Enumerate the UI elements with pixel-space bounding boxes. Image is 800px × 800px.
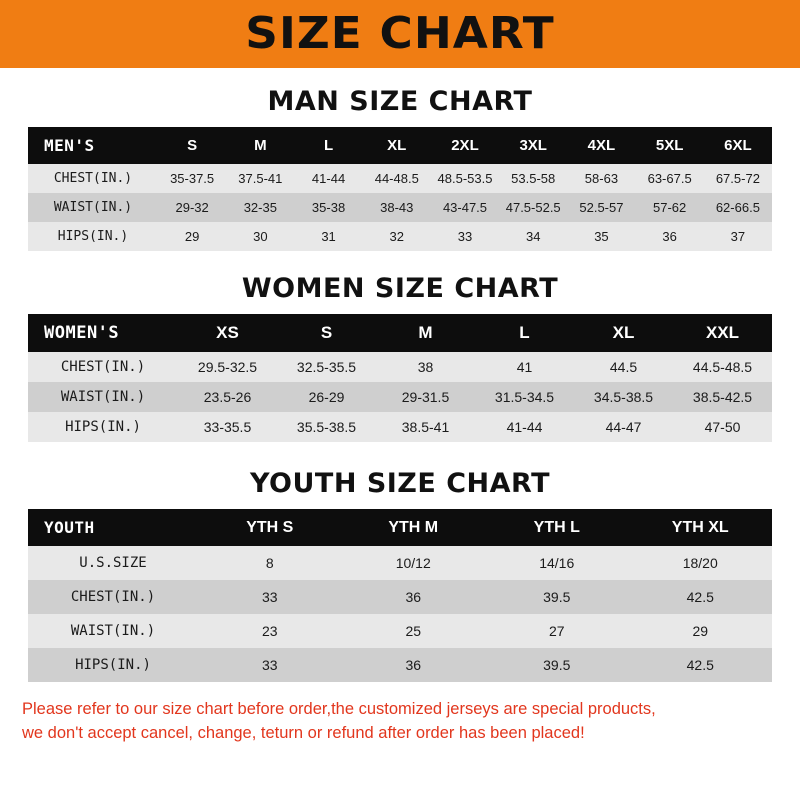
table-cell: 32.5-35.5 [296,359,357,375]
header-banner-inner [0,8,800,59]
youth-header-cell: YTH M [388,518,439,536]
table-cell: 33 [261,589,278,605]
table-cell: 14/16 [539,555,575,571]
table-cell: 47-50 [704,419,741,435]
table-cell: 37 [730,229,746,244]
table-cell: 63-67.5 [647,171,692,186]
table-row [28,193,772,222]
table-row [28,412,772,442]
man-section [0,86,800,251]
table-cell: 41-44 [311,171,346,186]
table-cell: 48.5-53.5 [437,171,493,186]
youth-header-cell: YTH XL [671,518,729,536]
table-cell: 37.5-41 [238,171,283,186]
youth-section [0,468,800,682]
man-header-cell: 2XL [451,137,479,154]
disclaimer-line-2: we don't accept cancel, change, teturn or refund after order has been placed! [22,723,585,742]
row-label: CHEST(IN.) [53,171,133,186]
table-cell: 44-48.5 [374,171,419,186]
row-label: CHEST(IN.) [70,589,156,605]
table-cell: 10/12 [395,555,431,571]
row-label: WAIST(IN.) [70,623,156,639]
youth-header-row [28,509,772,546]
table-row [28,352,772,382]
table-cell: 67.5-72 [715,171,760,186]
man-header-row [28,127,772,164]
table-cell: 27 [548,623,565,639]
table-cell: 31.5-34.5 [494,389,555,405]
table-row [28,546,772,580]
women-size-table [28,314,772,442]
table-cell: 53.5-58 [511,171,556,186]
youth-table-body [28,546,772,682]
man-header-cell: 5XL [655,137,684,154]
table-cell: 57-62 [653,200,687,215]
table-row [28,614,772,648]
table-cell: 38.5-42.5 [692,389,753,405]
table-cell: 23.5-26 [203,389,252,405]
page-title: SIZE CHART [245,8,555,59]
table-cell: 18/20 [682,555,718,571]
table-cell: 38-43 [380,200,414,215]
table-cell: 35 [594,229,609,244]
table-row [28,222,772,251]
row-label: HIPS(IN.) [75,657,151,673]
man-header-cell: 6XL [724,137,752,154]
row-label: U.S.SIZE [79,555,147,571]
row-label: WAIST(IN.) [53,200,133,215]
table-cell: 26-29 [308,389,345,405]
table-cell: 33 [261,657,278,673]
disclaimer-line-1: Please refer to our size chart before order,the customized jerseys are special products, [22,700,656,718]
table-cell: 41-44 [506,419,543,435]
table-cell: 35.5-38.5 [296,419,357,435]
women-header-label: WOMEN'S [44,323,120,343]
table-cell: 44.5-48.5 [692,359,753,375]
women-header-row [28,314,772,352]
women-header-cell: M [418,323,433,342]
man-header-cell: L [323,137,334,154]
youth-table-head [28,509,772,546]
youth-header-cell: YTH S [246,518,294,536]
table-cell: 23 [261,623,278,639]
table-row [28,164,772,193]
disclaimer-note [22,698,778,746]
table-cell: 39.5 [543,589,571,605]
women-header-cell: S [320,323,333,342]
table-cell: 32-35 [243,200,277,215]
table-cell: 8 [265,555,274,571]
table-cell: 47.5-52.5 [505,200,561,215]
women-table-head [28,314,772,352]
man-header-label: MEN'S [44,136,95,155]
man-size-table [28,127,772,251]
women-header-cell: L [519,323,530,342]
table-cell: 44.5 [609,359,638,375]
row-label: CHEST(IN.) [60,359,146,375]
table-cell: 25 [405,623,422,639]
youth-size-table [28,509,772,682]
youth-header-cell: YTH L [533,518,580,536]
table-row [28,648,772,682]
table-cell: 33-35.5 [203,419,252,435]
table-cell: 38.5-41 [401,419,450,435]
table-cell: 36 [405,657,422,673]
table-cell: 29-32 [175,200,209,215]
man-header-cell: XL [387,137,407,154]
women-section-title: WOMEN SIZE CHART [241,273,559,304]
table-cell: 42.5 [686,657,714,673]
row-label: WAIST(IN.) [60,389,146,405]
table-row [28,382,772,412]
man-header-cell: 4XL [587,137,616,154]
row-label: HIPS(IN.) [65,419,141,435]
row-label: HIPS(IN.) [57,229,129,244]
table-cell: 35-37.5 [170,171,215,186]
table-cell: 36 [662,229,677,244]
table-cell: 29 [184,229,200,244]
man-table-head [28,127,772,164]
youth-header-label: YOUTH [44,518,95,537]
table-cell: 34 [525,229,541,244]
table-cell: 41 [516,359,533,375]
table-cell: 30 [253,229,268,244]
table-cell: 52.5-57 [579,200,624,215]
table-cell: 31 [321,229,336,244]
table-cell: 35-38 [311,200,346,215]
table-cell: 43-47.5 [442,200,488,215]
table-cell: 34.5-38.5 [593,389,654,405]
table-cell: 29-31.5 [401,389,450,405]
table-cell: 58-63 [584,171,619,186]
header-banner [0,0,800,68]
table-cell: 36 [405,589,422,605]
table-cell: 44-47 [605,419,642,435]
women-table-body [28,352,772,442]
table-cell: 29 [692,623,709,639]
man-header-cell: S [187,137,198,154]
table-cell: 62-66.5 [715,200,760,215]
table-row [28,580,772,614]
table-cell: 39.5 [543,657,571,673]
women-header-cell: XS [216,323,239,342]
man-table-body [28,164,772,251]
table-cell: 38 [417,359,434,375]
youth-section-title: YOUTH SIZE CHART [249,468,551,499]
man-section-title: MAN SIZE CHART [267,86,533,117]
table-cell: 29.5-32.5 [197,359,258,375]
man-header-cell: 3XL [519,137,547,154]
table-cell: 32 [389,229,404,244]
women-header-cell: XXL [705,323,740,342]
women-section [0,273,800,442]
women-header-cell: XL [612,323,635,342]
table-cell: 33 [457,229,473,244]
man-header-cell: M [254,137,267,154]
table-cell: 42.5 [686,589,714,605]
